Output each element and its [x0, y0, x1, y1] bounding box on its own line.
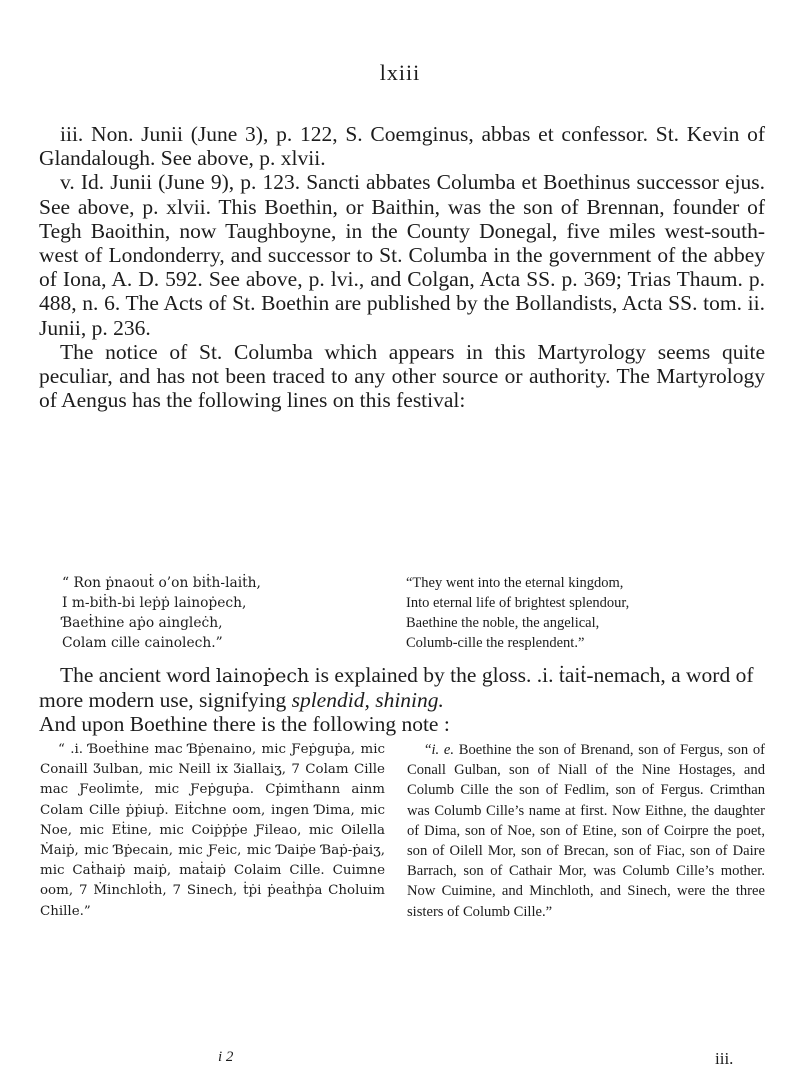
gloss-meaning: splendid, shining.: [291, 688, 444, 713]
paragraph-june-9: v. Id. Junii (June 9), p. 123. Sancti abbates Columba et Boethinus successor ejus. See above, p. xlvii. This Boethin, or Baithin, was the son of Brennan, founder of Tegh Baoithin, now Taughboyne, in the County Donegal, five miles west-south-west of Londonderry, and successor to St. Columba in the government of the abbey of Iona, A. D. 592. See above, p. lvi., and Colgan, Acta SS. p. 369; Trias Thaum. p. 488, n. 6. The Acts of St. Boethin are published by the Bollandists, Acta SS. tom. ii. Junii, p. 236.: [39, 170, 765, 340]
gloss-text-part: The ancient word: [60, 663, 216, 687]
irish-stanza-line: I m-biṫh-bi leṗṗ lainoṗech,: [62, 595, 247, 611]
english-stanza-line: Columb-cille the resplendent.”: [406, 635, 585, 651]
note-intro: And upon Boethine there is the following note :: [39, 712, 450, 737]
main-text: [39, 122, 765, 412]
irish-stanza-line: Ɓaeṫhine aṗo aingleċh,: [62, 615, 223, 631]
english-note: [407, 740, 765, 922]
english-stanza-line: Baethine the noble, the angelical,: [406, 615, 600, 631]
signature-mark: i 2: [218, 1049, 234, 1065]
note-translation: Boethine the son of Brenand, son of Fergus, son of Conall Gulban, son of Niall of the Nine Hostages, and Columb Cille the son of Fedlim, son of Fergus. Crimthan was Columb Cille’s name at first. Now Eithne, the daughter of Dima, son of Noe, son of Etine, son of Coirpre the poet, son of Oilell Mor, son of Brecan, son of Fiac, son of Daire Barrach, son of Cathair Mor, was Columb Cille’s mother. Now Cuimine, and Minchloth, and Sinech, were the three sisters of Columb Cille.”: [407, 742, 765, 920]
paragraph-june-3: iii. Non. Junii (June 3), p. 122, S. Coemginus, abbas et confessor. St. Kevin of Glandalough. See above, p. xlvii.: [39, 122, 765, 171]
note-quote: “: [425, 742, 432, 758]
catchword: iii.: [715, 1049, 734, 1068]
note-ie: i. e.: [431, 742, 455, 758]
irish-note: “ .i. Ɓoeṫhine mac Ɓṗenaino, mic Ƒeṗguṗa, mic Conaill Ӡulban, mic Neill ix Ӡiallaiӡ, 7 Colam Cille mac Ƒeolimṫe, mic Ƒeṗguṗa. Cṗimṫhann ainm Colam Cille ṗṗiuṗ. Eiṫchne oom, ingen Ɗima, mic Noe, mic Eṫine, mic Coiṗṗṗe Ƒileao, mic Oilella Ṁaiṗ, mic Ɓṗecain, mic Ƒeic, mic Ɗaiṗe Ɓaṗ-ṗaiӡ, mic Caṫhaiṗ maiṗ, maṫaiṗ Colaim Cille. Cuimne oom, 7 Ṁinchloṫh, 7 Sinech, ṫṗi ṗeaṫhṗa Choluim Chille.”: [40, 742, 385, 919]
irish-stanza: [62, 573, 261, 653]
irish-stanza-line: “ Ron ṗnaouṫ o’on biṫh-laiṫh,: [62, 575, 261, 591]
paragraph-martyrology: The notice of St. Columba which appears in this Martyrology seems quite peculiar, and has not been traced to any other source or authority. The Martyrology of Aengus has the following lines on this festival:: [39, 339, 765, 413]
english-stanza-line: “They went into the eternal kingdom,: [406, 575, 624, 591]
irish-stanza-line: Colam cille cainolech.”: [62, 635, 223, 651]
english-stanza: [406, 573, 629, 653]
gloss-text: [39, 663, 765, 737]
page-number: lxiii: [379, 60, 421, 85]
gloss-irish-word: lainoṗech: [215, 665, 310, 687]
english-stanza-line: Into eternal life of brightest splendour,: [406, 595, 630, 611]
gloss-paragraph: [39, 663, 765, 712]
gloss-text-part: is explained by the gloss. .i. ṫaiṫ-nemach, a word of more modern use, signifying: [39, 663, 754, 713]
